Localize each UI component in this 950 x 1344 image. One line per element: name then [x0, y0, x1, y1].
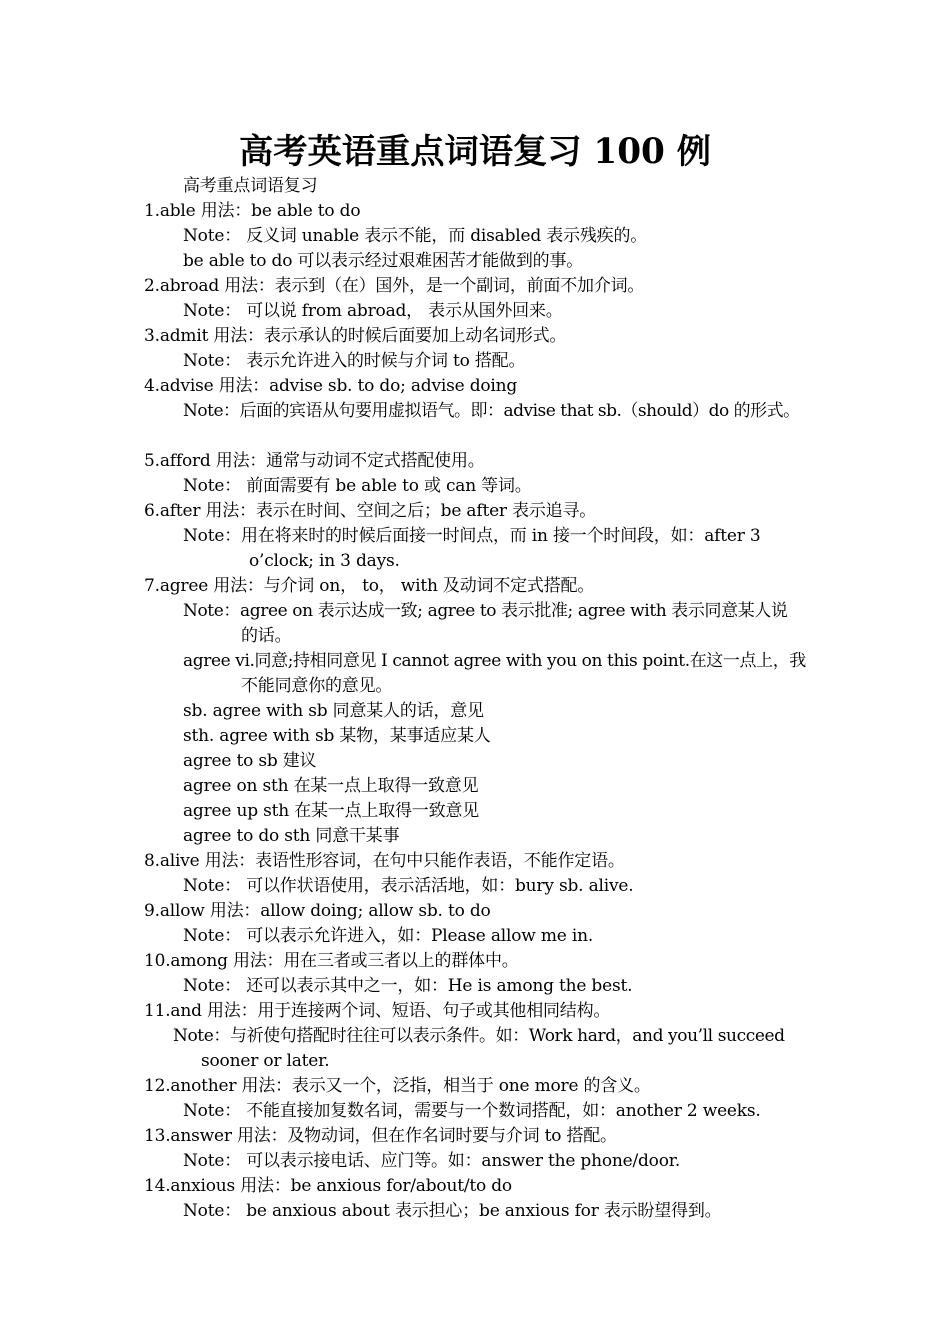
entry-note: Note：agree on 表示达成一致; agree to 表示批准; agree with 表示同意某人说: [183, 601, 788, 621]
entry-note: agree vi.同意;持相同意见 I cannot agree with you on this point.在这一点上，我: [183, 651, 806, 671]
entry-note: Note：与祈使句搭配时往往可以表示条件。如：Work hard，and you’ll succeed: [173, 1026, 785, 1046]
entry-note: Note： 前面需要有 be able to 或 can 等词。: [183, 476, 532, 496]
entry-heading: 10.among 用法：用在三者或三者以上的群体中。: [144, 951, 519, 971]
entry-note-continuation: 不能同意你的意见。: [241, 676, 393, 696]
entry-note: Note： 还可以表示其中之一，如：He is among the best.: [183, 976, 633, 996]
entry-heading: 11.and 用法：用于连接两个词、短语、句子或其他相同结构。: [144, 1001, 611, 1021]
entry-note: sth. agree with sb 某物，某事适应某人: [183, 726, 491, 746]
entry-note: Note： 表示允许进入的时候与介词 to 搭配。: [183, 351, 526, 371]
entry-note: agree to sb 建议: [183, 751, 317, 771]
entry-note: Note：后面的宾语从句要用虚拟语气。即：advise that sb.（should）do 的形式。: [183, 401, 800, 421]
entry-note-continuation: o’clock; in 3 days.: [249, 551, 400, 571]
entry-heading: 2.abroad 用法：表示到（在）国外，是一个副词，前面不加介词。: [144, 276, 645, 296]
entry-note: agree on sth 在某一点上取得一致意见: [183, 776, 479, 796]
entry-heading: 7.agree 用法：与介词 on， to， with 及动词不定式搭配。: [144, 576, 595, 596]
entry-note: Note：用在将来时的时候后面接一时间点，而 in 接一个时间段，如：after 3: [183, 526, 761, 546]
entry-note-continuation: sooner or later.: [201, 1051, 330, 1071]
entry-note: sb. agree with sb 同意某人的话，意见: [183, 701, 484, 721]
entry-heading: 9.allow 用法：allow doing; allow sb. to do: [144, 901, 491, 921]
subtitle: 高考重点词语复习: [183, 176, 318, 196]
entry-heading: 13.answer 用法：及物动词，但在作名词时要与介词 to 搭配。: [144, 1126, 617, 1146]
entry-note: Note： 可以作状语使用，表示活活地，如：bury sb. alive.: [183, 876, 634, 896]
entry-note: Note： be anxious about 表示担心；be anxious for 表示盼望得到。: [183, 1201, 722, 1221]
entry-heading: 5.afford 用法：通常与动词不定式搭配使用。: [144, 451, 485, 471]
entry-heading: 3.admit 用法：表示承认的时候后面要加上动名词形式。: [144, 326, 567, 346]
entry-note: Note： 不能直接加复数名词，需要与一个数词搭配，如：another 2 weeks.: [183, 1101, 761, 1121]
entry-note: be able to do 可以表示经过艰难困苦才能做到的事。: [183, 251, 584, 271]
entry-heading: 6.after 用法：表示在时间、空间之后；be after 表示追寻。: [144, 501, 597, 521]
entry-note-continuation: 的话。: [241, 626, 292, 646]
entry-heading: 1.able 用法：be able to do: [144, 201, 361, 221]
entry-heading: 8.alive 用法：表语性形容词，在句中只能作表语，不能作定语。: [144, 851, 625, 871]
entry-heading: 12.another 用法：表示又一个，泛指，相当于 one more 的含义。: [144, 1076, 651, 1096]
entry-note: Note： 可以表示接电话、应门等。如：answer the phone/door.: [183, 1151, 681, 1171]
entry-note: agree up sth 在某一点上取得一致意见: [183, 801, 480, 821]
entry-heading: 14.anxious 用法：be anxious for/about/to do: [144, 1176, 512, 1196]
entry-note: agree to do sth 同意干某事: [183, 826, 400, 846]
entry-heading: 4.advise 用法：advise sb. to do; advise doing: [144, 376, 518, 396]
entry-note: Note： 可以说 from abroad， 表示从国外回来。: [183, 301, 563, 321]
page-title: 高考英语重点词语复习 100 例: [238, 132, 712, 172]
entry-note: Note： 反义词 unable 表示不能，而 disabled 表示残疾的。: [183, 226, 648, 246]
entry-note: Note： 可以表示允许进入，如：Please allow me in.: [183, 926, 594, 946]
